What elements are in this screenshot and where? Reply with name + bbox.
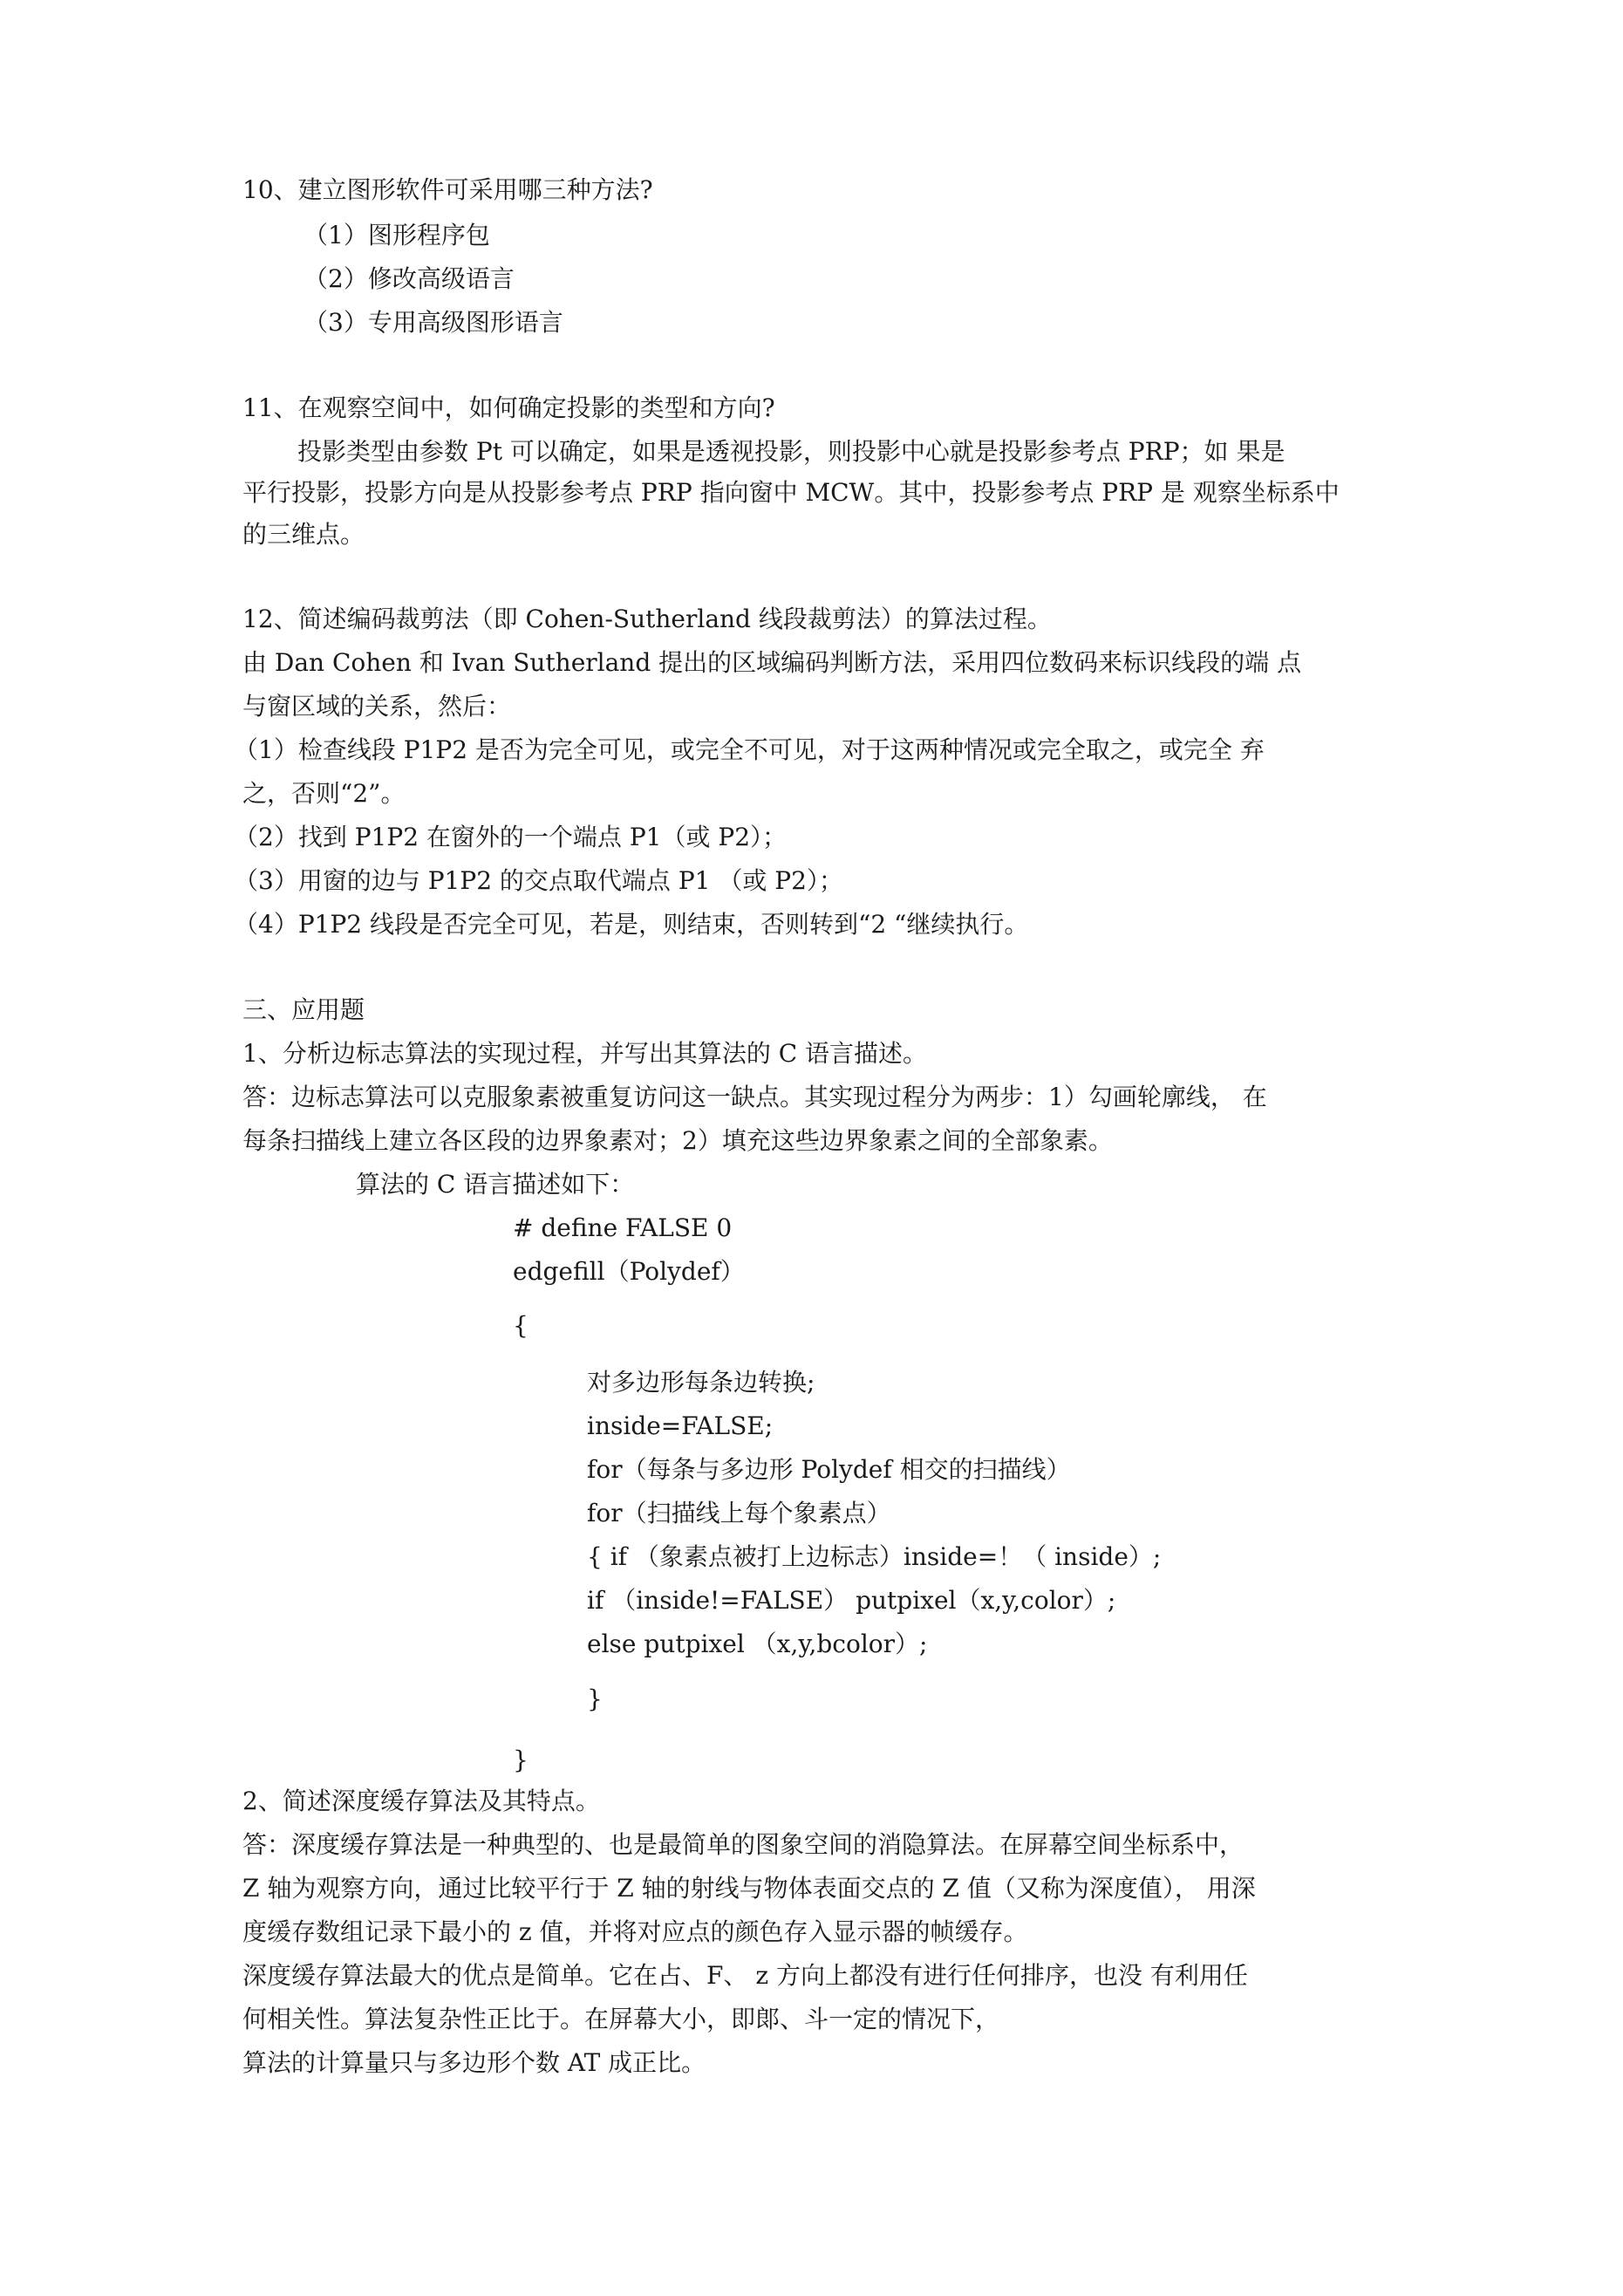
- q12-line-1: 由 Dan Cohen 和 Ivan Sutherland 提出的区域编码判断方法，采用四位数码来标识线段的端 点: [242, 648, 1302, 677]
- q11-line-3: 的三维点。: [242, 520, 365, 549]
- q10-item-2: （2）修改高级语言: [303, 264, 515, 293]
- q11-line-2: 平行投影，投影方向是从投影参考点 PRP 指向窗中 MCW。其中，投影参考点 PRP 是 观察坐标系中: [242, 478, 1340, 507]
- code-open-brace: {: [513, 1311, 528, 1340]
- q11-title: 11、在观察空间中，如何确定投影的类型和方向?: [242, 393, 775, 422]
- q12-step-1: （1）检查线段 P1P2 是否为完全可见，或完全不可见，对于这两种情况或完全取之，或完全 弃: [234, 735, 1265, 764]
- code-line-else-putpixel: else putpixel （x,y,bcolor）;: [587, 1630, 928, 1658]
- code-line-convert: 对多边形每条边转换;: [587, 1368, 815, 1397]
- app-q1-title: 1、分析边标志算法的实现过程，并写出其算法的 C 语言描述。: [242, 1039, 928, 1068]
- q12-line-2: 与窗区域的关系，然后：: [242, 692, 512, 721]
- q11-line-1: 投影类型由参数 Pt 可以确定，如果是透视投影，则投影中心就是投影参考点 PRP；如 果是: [297, 437, 1285, 466]
- q10-title: 10、建立图形软件可采用哪三种方法?: [242, 175, 653, 204]
- app-q2-line-5: 何相关性。算法复杂性正比于。在屏幕大小，即郞、斗一定的情况下，: [242, 2005, 1000, 2033]
- app-q2-line-1: 答：深度缓存算法是一种典型的、也是最简单的图象空间的消隐算法。在屏幕空间坐标系中，: [242, 1830, 1245, 1859]
- code-line-if-putpixel: if （inside!=FALSE） putpixel（x,y,color）;: [587, 1586, 1116, 1615]
- q12-step-2: （2）找到 P1P2 在窗外的一个端点 P1（或 P2）；: [234, 823, 788, 851]
- code-line-define: # define FALSE 0: [513, 1213, 733, 1242]
- q10-item-1: （1）图形程序包: [303, 221, 490, 249]
- q12-step-4: （4）P1P2 线段是否完全可见，若是，则结束，否则转到“2 “继续执行。: [234, 910, 1029, 939]
- app-q2-line-4: 深度缓存算法最大的优点是简单。它在占、F、 z 方向上都没有进行任何排序，也没 有利用任: [242, 1961, 1248, 1990]
- code-inner-close-brace: }: [587, 1684, 603, 1713]
- q12-step-1-cont: 之，否则“2”。: [242, 779, 406, 808]
- app-q1-answer-1: 答：边标志算法可以克服象素被重复访问这一缺点。其实现过程分为两步：1）勾画轮廓线， 在: [242, 1083, 1267, 1111]
- app-q2-title: 2、简述深度缓存算法及其特点。: [242, 1787, 600, 1815]
- section-heading: 三、应用题: [242, 995, 365, 1024]
- q12-title: 12、简述编码裁剪法（即 Cohen-Sutherland 线段裁剪法）的算法过程。: [242, 605, 1052, 633]
- app-q1-answer-2: 每条扫描线上建立各区段的边界象素对；2）填充这些边界象素之间的全部象素。: [242, 1126, 1113, 1155]
- code-line-if-flag: { if （象素点被打上边标志）inside=！（ inside）;: [587, 1542, 1162, 1571]
- code-intro: 算法的 C 语言描述如下：: [356, 1170, 635, 1199]
- code-line-for-pixel: for（扫描线上每个象素点）: [587, 1499, 891, 1527]
- code-line-for-scanline: for（每条与多边形 Polydef 相交的扫描线）: [587, 1455, 1071, 1484]
- code-close-brace: }: [513, 1746, 528, 1774]
- code-line-inside: inside=FALSE;: [587, 1411, 774, 1440]
- app-q2-line-3: 度缓存数组记录下最小的 z 值，并将对应点的颜色存入显示器的帧缓存。: [242, 1917, 1028, 1946]
- code-line-function: edgefill（Polydef）: [513, 1257, 745, 1286]
- app-q2-line-2: Z 轴为观察方向，通过比较平行于 Z 轴的射线与物体表面交点的 Z 值（又称为深度值）， 用深: [242, 1874, 1256, 1903]
- q10-item-3: （3）专用高级图形语言: [303, 308, 563, 337]
- q12-step-3: （3）用窗的边与 P1P2 的交点取代端点 P1 （或 P2）；: [234, 866, 843, 895]
- app-q2-line-6: 算法的计算量只与多边形个数 AT 成正比。: [242, 2048, 706, 2077]
